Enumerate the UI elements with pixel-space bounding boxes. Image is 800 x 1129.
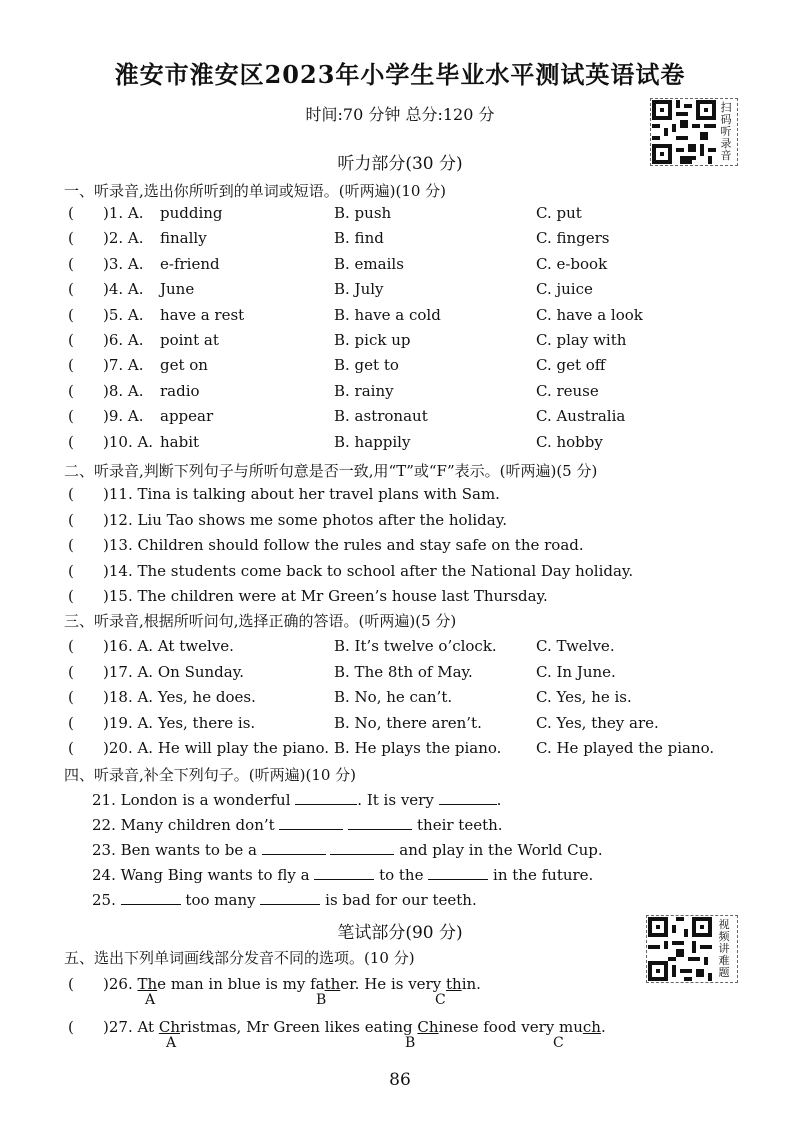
option-a: radio (160, 381, 200, 400)
response-option-b: B. It’s twelve o’clock. (334, 637, 497, 655)
response-option-a: )18. A. Yes, he does. (103, 688, 256, 706)
option-c: C. hobby (536, 432, 603, 451)
answer-paren[interactable]: ( (68, 662, 74, 681)
option-b: B. happily (334, 432, 411, 451)
option-b: B. pick up (334, 331, 411, 349)
section-1-heading: 一、听录音,选出你所听到的单词或短语。(听两遍)(10 分) (64, 182, 447, 200)
answer-paren[interactable]: ( (68, 739, 74, 757)
option-label-a: A (145, 992, 156, 1008)
question-number: )4. A. (103, 280, 144, 299)
option-a: June (160, 280, 195, 299)
listening-part-heading: 听力部分(30 分) (337, 154, 463, 174)
option-b: B. July (334, 280, 384, 299)
response-option-b: B. He plays the piano. (334, 739, 502, 757)
answer-paren[interactable]: ( (68, 975, 74, 993)
option-c: C. have a look (536, 305, 643, 324)
exam-time-score: 时间:70 分钟 总分:120 分 (305, 105, 495, 124)
option-b: B. push (334, 204, 392, 222)
qr-code-video-label: 视频讲难题 (718, 918, 730, 979)
response-option-a: )17. A. On Sunday. (103, 662, 244, 681)
option-c: C. fingers (536, 229, 610, 248)
option-b: B. have a cold (334, 305, 441, 324)
answer-paren[interactable]: ( (68, 485, 74, 503)
answer-blank[interactable] (348, 815, 412, 830)
question-26: )26. The man in blue is my father. He is very thin. (103, 975, 481, 993)
underlined-sound-a: Ch (158, 1018, 180, 1036)
answer-blank[interactable] (295, 790, 357, 805)
answer-paren[interactable]: ( (68, 561, 74, 580)
option-label-c: C (435, 992, 446, 1008)
answer-paren[interactable]: ( (68, 713, 74, 732)
answer-blank[interactable] (439, 790, 497, 805)
answer-paren[interactable]: ( (68, 587, 74, 605)
question-24: 24. Wang Bing wants to fly a to the in the future. (92, 866, 594, 884)
answer-blank[interactable] (262, 840, 326, 855)
answer-blank[interactable] (121, 890, 181, 905)
page-number: 86 (389, 1070, 411, 1090)
option-a: pudding (160, 204, 223, 222)
question-number: )3. A. (103, 254, 144, 273)
answer-paren[interactable]: ( (68, 254, 74, 273)
answer-paren[interactable]: ( (68, 356, 74, 375)
question-number: )7. A. (103, 356, 144, 375)
option-label-c: C (553, 1035, 564, 1051)
option-b: B. astronaut (334, 407, 428, 426)
question-27: )27. At Christmas, Mr Green likes eating Chinese food very much. (103, 1018, 606, 1036)
answer-blank[interactable] (428, 865, 488, 880)
answer-paren[interactable]: ( (68, 637, 74, 655)
option-c: C. e-book (536, 254, 608, 273)
section-2-heading: 二、听录音,判断下列句子与所听句意是否一致,用“T”或“F”表示。(听两遍)(5 分) (64, 462, 598, 480)
option-a: e-friend (160, 254, 220, 273)
question-number: )2. A. (103, 229, 144, 248)
question-number: )5. A. (103, 305, 144, 324)
option-label-b: B (405, 1035, 416, 1051)
option-a: appear (160, 407, 214, 426)
section-3-heading: 三、听录音,根据所听问句,选择正确的答语。(听两遍)(5 分) (64, 612, 457, 630)
section-4-heading: 四、听录音,补全下列句子。(听两遍)(10 分) (64, 766, 357, 784)
judgement-statement: )13. Children should follow the rules and stay safe on the road. (103, 536, 584, 554)
answer-paren[interactable]: ( (68, 432, 74, 451)
option-label-a: A (166, 1035, 177, 1051)
option-c: C. reuse (536, 381, 599, 400)
option-a: have a rest (160, 305, 245, 324)
answer-paren[interactable]: ( (68, 229, 74, 248)
judgement-statement: )12. Liu Tao shows me some photos after the holiday. (103, 510, 507, 529)
underlined-sound-b: Ch (417, 1018, 439, 1036)
question-22: 22. Many children don’t their teeth. (92, 816, 503, 834)
underlined-sound-c: ch (582, 1018, 601, 1036)
option-c: C. Australia (536, 407, 626, 426)
option-a: finally (160, 229, 207, 248)
response-option-c: C. Twelve. (536, 637, 615, 655)
question-number: )1. A. (103, 204, 144, 222)
response-option-b: B. The 8th of May. (334, 662, 473, 681)
answer-paren[interactable]: ( (68, 536, 74, 554)
question-number: )9. A. (103, 407, 144, 426)
qr-code-video[interactable] (646, 915, 738, 983)
judgement-statement: )15. The children were at Mr Green’s house last Thursday. (103, 587, 548, 605)
option-a: habit (160, 432, 200, 451)
option-b: B. get to (334, 356, 399, 375)
answer-paren[interactable]: ( (68, 331, 74, 349)
option-c: C. juice (536, 280, 593, 299)
option-c: C. put (536, 204, 582, 222)
question-number: )8. A. (103, 381, 144, 400)
answer-blank[interactable] (330, 840, 394, 855)
response-option-a: )20. A. He will play the piano. (103, 739, 330, 757)
option-label-b: B (316, 992, 327, 1008)
section-5-heading: 五、选出下列单词画线部分发音不同的选项。(10 分) (64, 949, 415, 967)
answer-paren[interactable]: ( (68, 204, 74, 222)
option-c: C. get off (536, 356, 606, 375)
response-option-c: C. Yes, he is. (536, 688, 632, 706)
response-option-b: B. No, he can’t. (334, 688, 453, 706)
answer-paren[interactable]: ( (68, 305, 74, 324)
response-option-c: C. Yes, they are. (536, 713, 659, 732)
question-number: )10. A. (103, 432, 154, 451)
answer-blank[interactable] (260, 890, 320, 905)
question-23: 23. Ben wants to be a and play in the World Cup. (92, 841, 603, 859)
answer-paren[interactable]: ( (68, 381, 74, 400)
question-21: 21. London is a wonderful . It is very . (92, 791, 502, 809)
response-option-a: )19. A. Yes, there is. (103, 713, 256, 732)
option-c: C. play with (536, 331, 627, 349)
answer-paren[interactable]: ( (68, 510, 74, 529)
qr-code-listening-label: 扫码听录音 (720, 101, 732, 162)
option-a: point at (160, 331, 219, 349)
question-number: )6. A. (103, 331, 144, 349)
judgement-statement: )14. The students come back to school after the National Day holiday. (103, 561, 634, 580)
underlined-sound-c: th (445, 975, 462, 993)
answer-paren[interactable]: ( (68, 1018, 74, 1036)
exam-title: 淮安市淮安区2023年小学生毕业水平测试英语试卷 (114, 60, 686, 89)
answer-blank[interactable] (279, 815, 343, 830)
option-b: B. emails (334, 254, 404, 273)
response-option-a: )16. A. At twelve. (103, 637, 234, 655)
response-option-c: C. He played the piano. (536, 739, 715, 757)
answer-paren[interactable]: ( (68, 407, 74, 426)
response-option-c: C. In June. (536, 662, 616, 681)
underlined-sound-a: Th (137, 975, 158, 993)
response-option-b: B. No, there aren’t. (334, 713, 482, 732)
answer-paren[interactable]: ( (68, 688, 74, 706)
option-b: B. find (334, 229, 384, 248)
question-25: 25. too many is bad for our teeth. (92, 891, 477, 909)
answer-blank[interactable] (314, 865, 374, 880)
judgement-statement: )11. Tina is talking about her travel plans with Sam. (103, 485, 500, 503)
answer-paren[interactable]: ( (68, 280, 74, 299)
option-a: get on (160, 356, 208, 375)
option-b: B. rainy (334, 381, 394, 400)
written-part-heading: 笔试部分(90 分) (337, 923, 463, 943)
underlined-sound-b: th (324, 975, 341, 993)
